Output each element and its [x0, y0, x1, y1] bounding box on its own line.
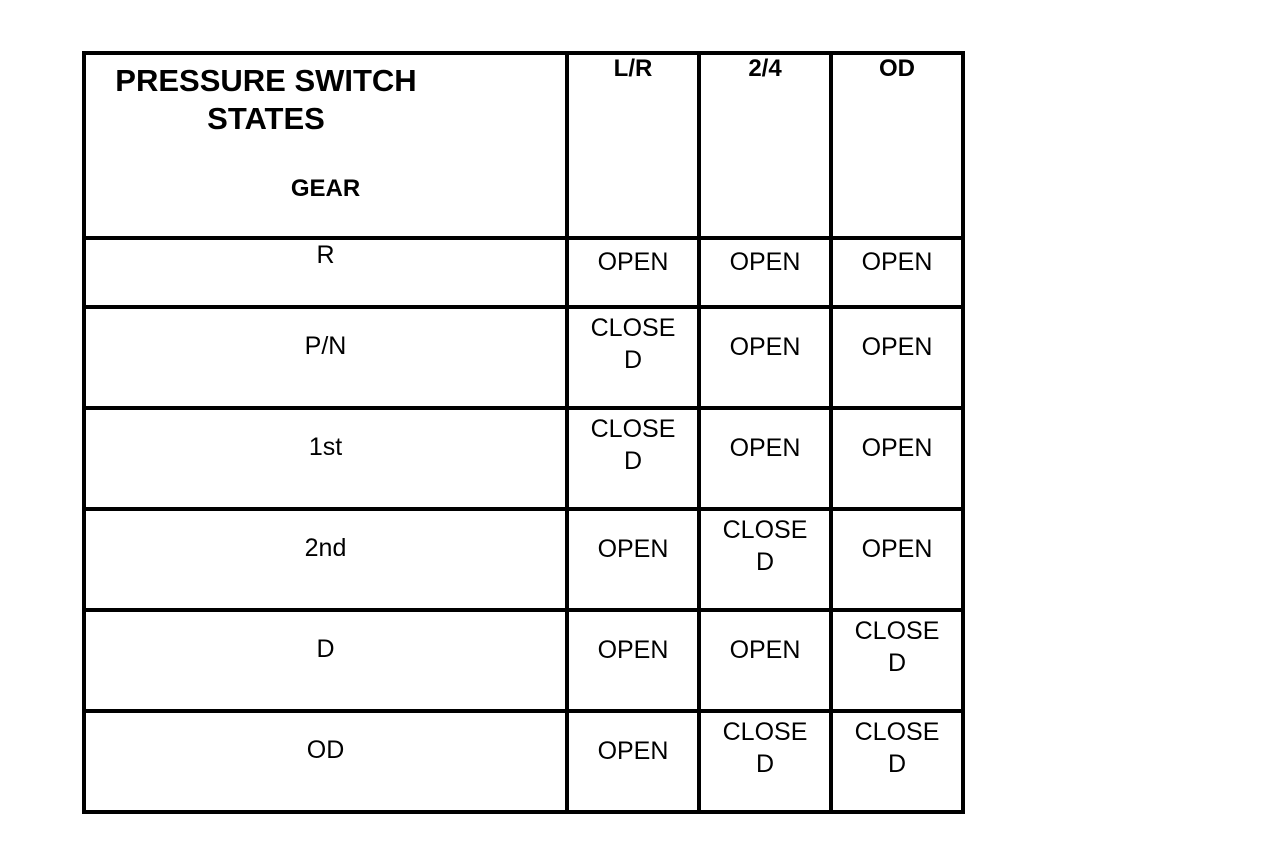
- gear-cell: D: [84, 610, 567, 711]
- switch-state-cell: OPEN: [831, 238, 963, 307]
- gear-cell: 1st: [84, 408, 567, 509]
- switch-state-cell: OPEN: [699, 307, 831, 408]
- table-row: [84, 509, 963, 610]
- column-header-2-4: 2/4: [699, 53, 831, 238]
- table-body: [84, 238, 963, 812]
- table-row: [84, 711, 963, 812]
- switch-state-cell: CLOSED: [567, 307, 699, 408]
- switch-state-cell: CLOSED: [567, 408, 699, 509]
- table-row: [84, 610, 963, 711]
- switch-state-cell: OPEN: [567, 711, 699, 812]
- pressure-switch-states-table: [82, 51, 965, 814]
- column-header-lr: L/R: [567, 53, 699, 238]
- switch-state-cell: OPEN: [699, 610, 831, 711]
- switch-state-cell: OPEN: [699, 238, 831, 307]
- switch-state-cell: CLOSED: [831, 711, 963, 812]
- pressure-switch-table-wrapper: [82, 51, 961, 814]
- table-row: [84, 238, 963, 307]
- gear-cell: R: [84, 238, 567, 307]
- switch-state-cell: OPEN: [567, 238, 699, 307]
- gear-cell: OD: [84, 711, 567, 812]
- switch-state-cell: OPEN: [831, 509, 963, 610]
- table-header-row: [84, 53, 963, 238]
- switch-state-cell: OPEN: [699, 408, 831, 509]
- switch-state-cell: OPEN: [567, 509, 699, 610]
- gear-column-header: GEAR: [290, 175, 361, 202]
- table-row: [84, 408, 963, 509]
- switch-state-cell: OPEN: [831, 408, 963, 509]
- switch-state-cell: OPEN: [567, 610, 699, 711]
- switch-state-cell: OPEN: [831, 307, 963, 408]
- table-title-cell: [84, 53, 567, 238]
- gear-cell: P/N: [84, 307, 567, 408]
- gear-cell: 2nd: [84, 509, 567, 610]
- column-header-od: OD: [831, 53, 963, 238]
- table-title: PRESSURE SWITCH STATES: [115, 63, 417, 136]
- table-row: [84, 307, 963, 408]
- switch-state-cell: CLOSED: [699, 509, 831, 610]
- switch-state-cell: CLOSED: [831, 610, 963, 711]
- switch-state-cell: CLOSED: [699, 711, 831, 812]
